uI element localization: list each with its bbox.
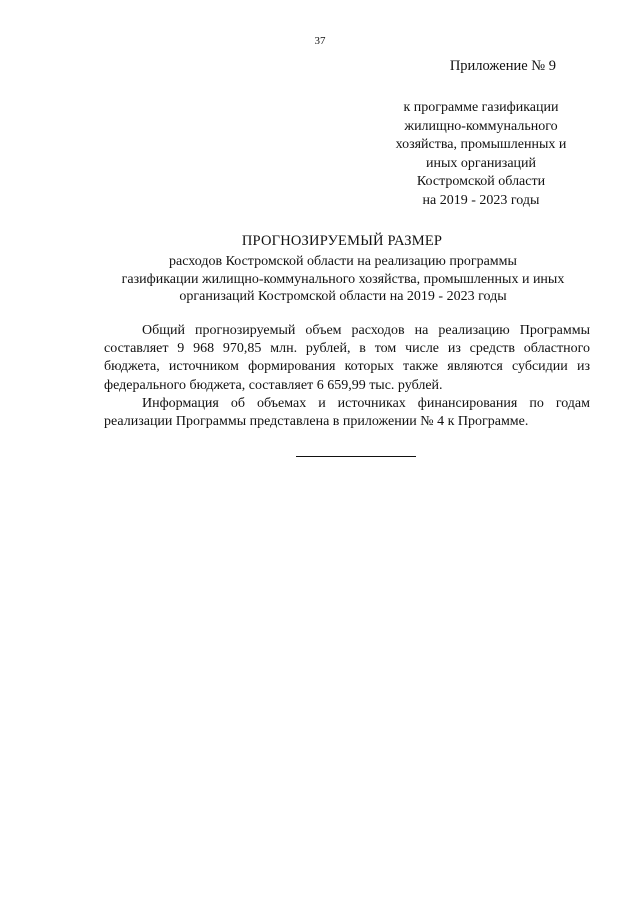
appendix-reference-line: хозяйства, промышленных и [395, 137, 567, 153]
subheading-line: расходов Костромской области на реализацию программы [169, 254, 517, 269]
appendix-reference-line: жилищно-коммунального [404, 118, 558, 134]
body-paragraph-total: Общий прогнозируемый объем расходов на реализацию Программы составляет 9 968 970,85 млн. рублей, в том числе из средств областного бюджета, источником формирования которых также являются субсидии из федерального бюджета, составляет 6 659,99 тыс. рублей. [104, 323, 590, 393]
end-divider [296, 456, 416, 457]
subheading-line: газификации жилищно-коммунального хозяйства, промышленных и иных [121, 271, 565, 287]
subheading-line: организаций Костромской области на 2019 - 2023 годы [179, 289, 507, 305]
appendix-reference-line: к программе газификации [403, 100, 559, 115]
appendix-reference-line: Костромской области [416, 174, 546, 190]
document-body [104, 322, 590, 431]
page-number: 37 [314, 35, 326, 47]
body-paragraph-info: Информация об объемах и источниках финансирования по годам реализации Программы представлена в приложении № 4 к Программе. [104, 395, 590, 430]
appendix-reference [356, 99, 606, 211]
appendix-reference-line: на 2019 - 2023 годы [422, 192, 540, 208]
document-subheading [96, 253, 590, 306]
document-heading: ПРОГНОЗИРУЕМЫЙ РАЗМЕР [241, 233, 443, 249]
appendix-title: Приложение № 9 [449, 58, 556, 74]
appendix-reference-line: иных организаций [425, 155, 537, 171]
